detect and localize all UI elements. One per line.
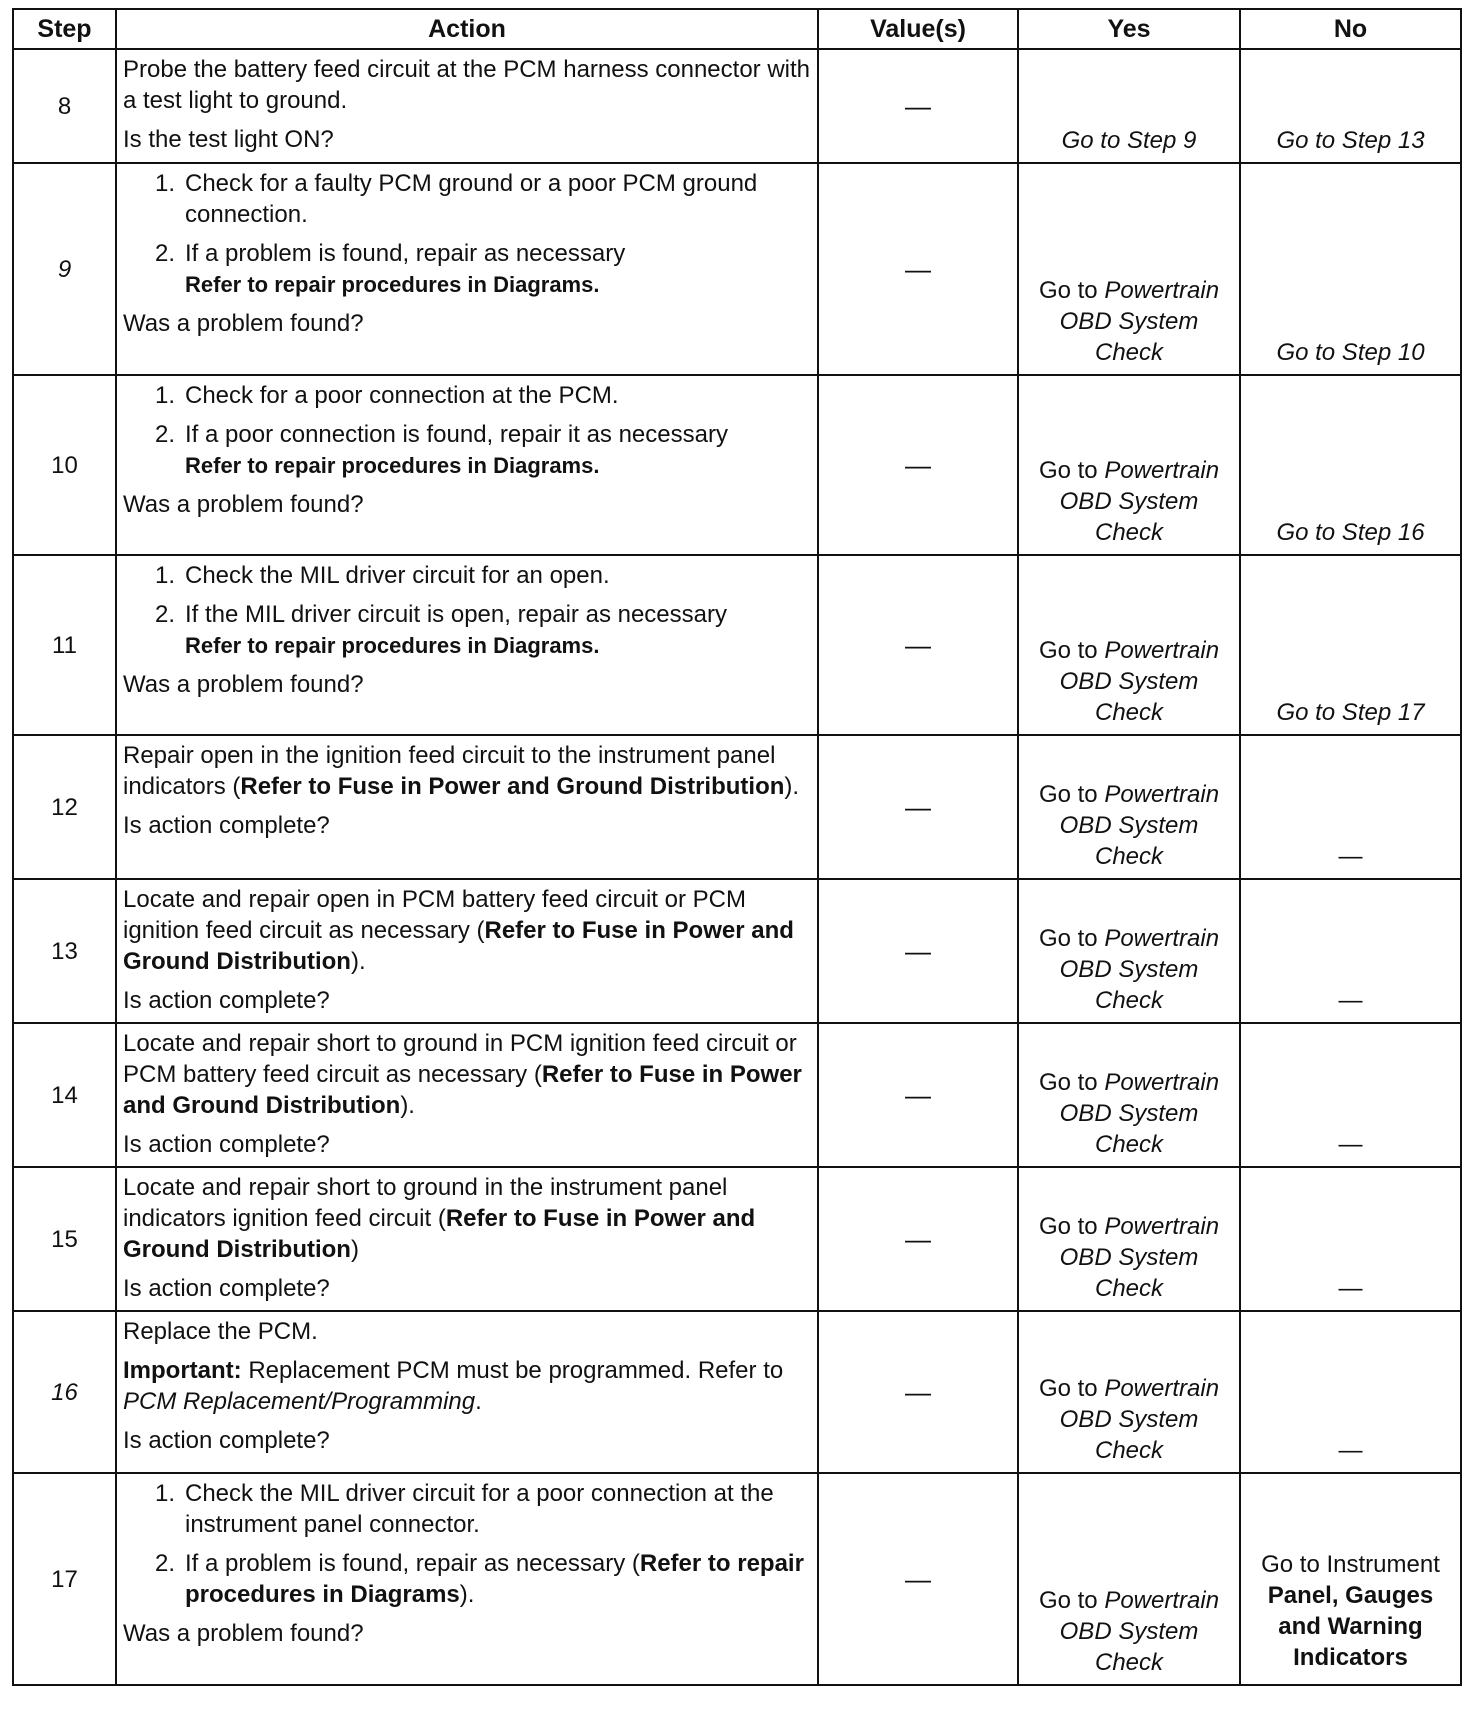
action-text: Locate and repair short to ground in the instrument panel indicators ignition feed circuit (Refer to Fuse in Power and Ground Distribution) [123,1174,756,1263]
action-question: Was a problem found? [123,1620,364,1647]
no-cell: Go to Instrument Panel, Gauges and Warning Indicators [1240,1473,1461,1685]
step-number: 10 [13,375,116,555]
go-to-label: Go to Step [1061,127,1177,154]
no-step-number: 17 [1397,699,1425,726]
diagram-reference: Refer to repair procedures in Diagrams. [185,633,600,658]
action-cell [116,375,818,555]
table-row [13,163,1461,375]
value-cell: — [818,1167,1018,1311]
fuse-reference: Refer to Fuse in Power and Ground Distribution [123,1061,802,1119]
action-question: Was a problem found? [123,310,364,337]
list-item: 2. If a poor connection is found, repair it as necessary Refer to repair procedures in Diagrams. [123,419,811,481]
yes-cell: Go to Powertrain OBD System Check [1018,879,1240,1023]
no-cell: — [1240,1023,1461,1167]
action-question: Is action complete? [123,1427,330,1454]
list-item: 1. Check the MIL driver circuit for a poor connection at the instrument panel connector. [154,1480,774,1538]
diagnostic-table [12,8,1462,1686]
yes-cell: Go to Powertrain OBD System Check [1018,375,1240,555]
action-question: Is the test light ON? [123,126,334,153]
action-cell [116,735,818,879]
action-cell [116,49,818,163]
fuse-reference: Refer to Fuse in Power and Ground Distribution [123,1205,756,1263]
diagnostic-table-page [12,8,1460,1686]
no-cell [1240,49,1461,163]
no-cell: — [1240,1311,1461,1473]
action-question: Is action complete? [123,1275,330,1302]
diagram-reference: Refer to repair procedures in Diagrams. [185,272,600,297]
step-number: 16 [13,1311,116,1473]
yes-cell: Go to Powertrain OBD System Check [1018,163,1240,375]
action-cell [116,879,818,1023]
yes-cell: Go to Powertrain OBD System Check [1018,1023,1240,1167]
fuse-reference: Refer to Fuse in Power and Ground Distribution [240,773,785,800]
list-item: 2. If the MIL driver circuit is open, repair as necessary Refer to repair procedures in Diagrams. [123,599,811,661]
no-cell: Go to Step 10 [1240,163,1461,375]
step-number: 15 [13,1167,116,1311]
step-number: 8 [13,49,116,163]
value-cell: — [818,735,1018,879]
action-question: Is action complete? [123,987,330,1014]
no-step-number: 16 [1397,519,1425,546]
action-cell [116,1311,818,1473]
list-item: 2. If a problem is found, repair as necessary Refer to repair procedures in Diagrams. [123,238,811,300]
yes-cell [1018,49,1240,163]
table-row [13,1473,1461,1685]
table-row [13,555,1461,735]
value-cell: — [818,879,1018,1023]
action-cell [116,163,818,375]
list-item: 1. Check for a poor connection at the PCM. [154,382,619,409]
header-action: Action [116,9,818,49]
action-cell [116,1167,818,1311]
action-question: Was a problem found? [123,491,364,518]
table-row [13,1023,1461,1167]
yes-step-number: 9 [1183,127,1197,154]
value-cell: — [818,163,1018,375]
action-cell [116,555,818,735]
action-cell [116,1473,818,1685]
value-cell: — [818,555,1018,735]
yes-cell: Go to Powertrain OBD System Check [1018,1311,1240,1473]
value-cell: — [818,1311,1018,1473]
action-text: Repair open in the ignition feed circuit to the instrument panel indicators (Refer to Fuse in Power and Ground Distribution). [123,742,800,800]
list-item: 2. If a problem is found, repair as necessary (Refer to repair procedures in Diagrams). [154,1550,804,1608]
yes-cell: Go to Powertrain OBD System Check [1018,1167,1240,1311]
diagram-reference: Refer to repair procedures in Diagrams. [185,453,600,478]
fuse-reference: Refer to Fuse in Power and Ground Distribution [123,917,794,975]
header-no: No [1240,9,1461,49]
no-cell: Go to Step 16 [1240,375,1461,555]
header-row [13,9,1461,49]
list-item: 1. Check the MIL driver circuit for an open. [154,562,610,589]
action-cell [116,1023,818,1167]
header-yes: Yes [1018,9,1240,49]
list-item: 1. Check for a faulty PCM ground or a poor PCM ground connection. [154,170,758,228]
action-text: Replace the PCM. [123,1318,318,1345]
action-question: Was a problem found? [123,671,364,698]
value-cell: — [818,1473,1018,1685]
step-number: 13 [13,879,116,1023]
table-row [13,1311,1461,1473]
action-text: Probe the battery feed circuit at the PCM harness connector with a test light to ground. [123,56,811,114]
action-text: Locate and repair short to ground in PCM ignition feed circuit or PCM battery feed circuit as necessary (Refer to Fuse in Power and Ground Distribution). [123,1030,802,1119]
table-row [13,375,1461,555]
diagram-reference: Refer to repair procedures in Diagrams [185,1550,804,1608]
yes-cell: Go to Powertrain OBD System Check [1018,555,1240,735]
no-step-number: 10 [1397,339,1425,366]
value-cell: — [818,49,1018,163]
table-row [13,49,1461,163]
table-row [13,1167,1461,1311]
no-cell: — [1240,735,1461,879]
value-cell: — [818,1023,1018,1167]
programming-link: PCM Replacement/Programming [123,1388,476,1415]
step-number: 12 [13,735,116,879]
go-to-label: Go to Step [1276,127,1392,154]
action-question: Is action complete? [123,812,330,839]
no-cell: — [1240,1167,1461,1311]
step-number: 11 [13,555,116,735]
no-step-number: 13 [1397,127,1425,154]
action-text: Locate and repair open in PCM battery feed circuit or PCM ignition feed circuit as necessary (Refer to Fuse in Power and Ground Distribution). [123,886,794,975]
value-cell: — [818,375,1018,555]
step-number: 14 [13,1023,116,1167]
yes-cell: Go to Powertrain OBD System Check [1018,735,1240,879]
yes-cell: Go to Powertrain OBD System Check [1018,1473,1240,1685]
table-row [13,879,1461,1023]
header-step: Step [13,9,116,49]
header-values: Value(s) [818,9,1018,49]
no-cell: — [1240,879,1461,1023]
important-note: Important: Replacement PCM must be programmed. Refer to PCM Replacement/Programming. [123,1357,784,1415]
table-row [13,735,1461,879]
step-number: 9 [13,163,116,375]
action-question: Is action complete? [123,1131,330,1158]
step-number: 17 [13,1473,116,1685]
no-cell: Go to Step 17 [1240,555,1461,735]
